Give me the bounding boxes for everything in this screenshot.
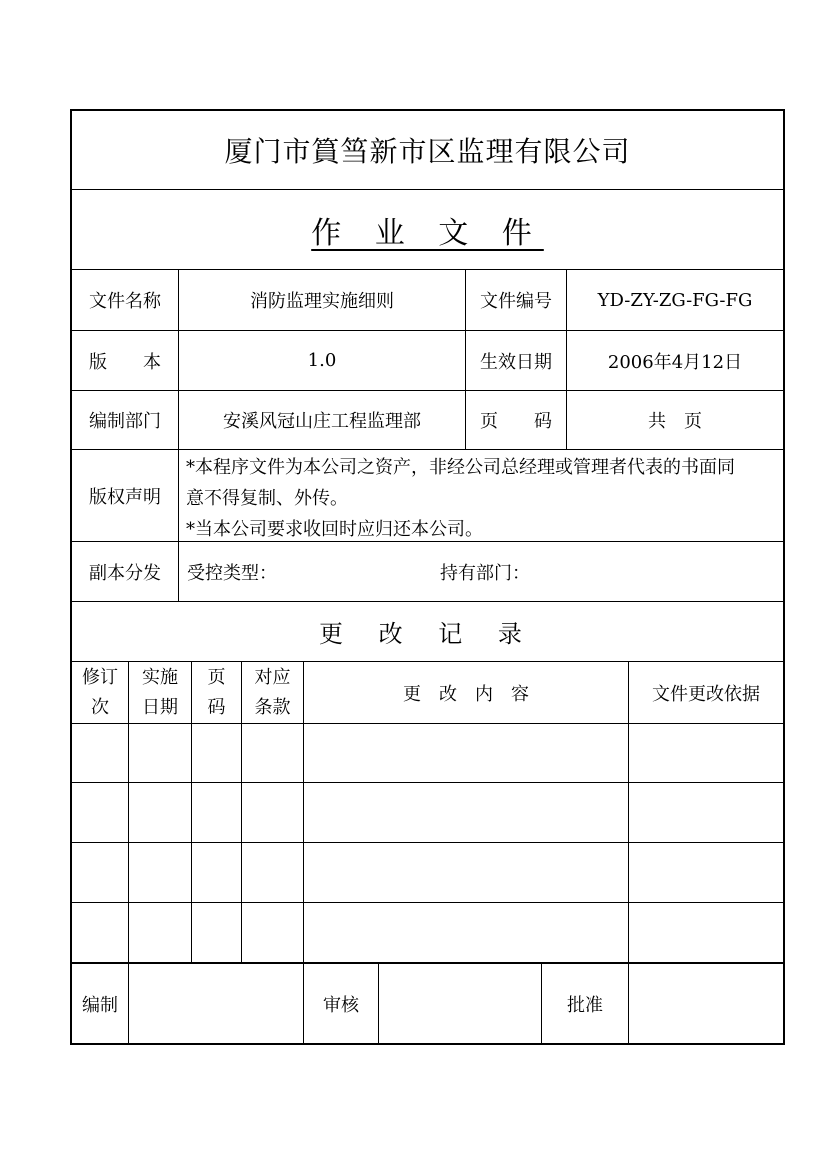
file-name-value: 消防监理实施细则	[250, 291, 394, 312]
page-label: 页 码	[480, 411, 552, 432]
controlled-type-label: 受控类型：	[187, 562, 277, 584]
department-value: 安溪风冠山庄工程监理部	[223, 411, 421, 432]
document-type-title: 作 业 文 件	[311, 215, 544, 251]
implementation-date-header: 实施 日期	[142, 666, 178, 718]
change-basis-header: 文件更改依据	[652, 683, 760, 705]
holding-department-label: 持有部门：	[440, 562, 530, 584]
page-value: 共 页	[648, 411, 702, 432]
company-name: 厦门市篔筜新市区监理有限公司	[224, 135, 631, 168]
table-row	[72, 783, 783, 842]
department-label: 编制部门	[89, 411, 161, 432]
approved-by-label: 批准	[567, 994, 603, 1016]
compiled-by-label: 编制	[82, 994, 118, 1016]
file-name-label: 文件名称	[89, 291, 161, 312]
copyright-statement	[186, 452, 783, 540]
page-number-header: 页 码	[207, 666, 226, 718]
table-row	[72, 724, 783, 782]
file-number-value: YD-ZY-ZG-FG-FG	[597, 289, 753, 311]
copyright-label: 版权声明	[89, 486, 161, 508]
reviewed-by-label: 审核	[323, 994, 359, 1016]
version-label: 版 本	[89, 351, 161, 373]
copy-distribution-label: 副本分发	[89, 562, 161, 584]
change-content-header: 更 改 内 容	[403, 683, 529, 705]
file-number-label: 文件编号	[480, 291, 552, 312]
clause-header: 对应 条款	[254, 666, 291, 718]
revision-header: 修订 次	[82, 666, 118, 718]
effective-date-value: 2006年4月12日	[607, 351, 743, 373]
version-value: 1.0	[307, 350, 337, 371]
effective-date-label: 生效日期	[480, 351, 552, 373]
copyright-line-2: 意不得复制、外传。	[186, 488, 348, 509]
copyright-line-3: *当本公司要求收回时应归还本公司。	[186, 519, 483, 540]
table-row	[72, 843, 783, 902]
table-row	[72, 903, 783, 962]
change-record-title: 更 改 记 录	[319, 620, 536, 648]
copyright-line-1: *本程序文件为本公司之资产，非经公司总经理或管理者代表的书面同	[186, 457, 735, 478]
